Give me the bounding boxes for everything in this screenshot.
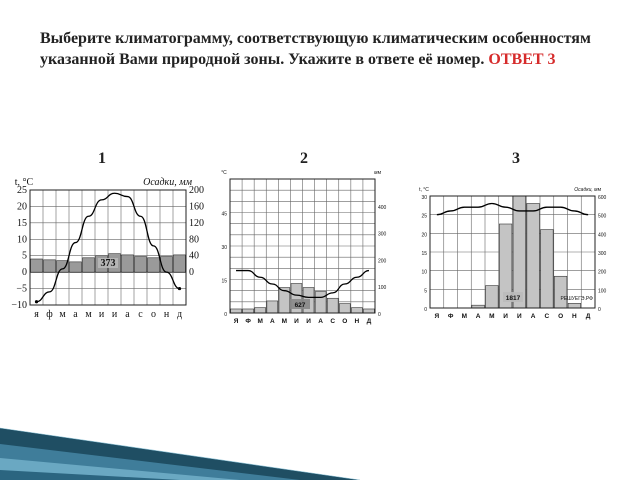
temp-tick-label: 10 xyxy=(421,269,427,276)
month-label: Я xyxy=(233,318,239,325)
precip-bar-О xyxy=(554,276,567,308)
precip-tick-label: 400 xyxy=(598,232,607,239)
temp-axis-label: t, °С xyxy=(419,187,429,193)
precip-bar-Н xyxy=(351,308,362,313)
month-label: М xyxy=(257,318,263,325)
temp-tick-label: 15 xyxy=(221,278,227,285)
question-body: Выберите климатограмму, соответствующую климатическим особенностям указанной Вами природной зоны. Укажите в ответе её номер. xyxy=(40,30,591,68)
precip-bar-с xyxy=(135,257,147,273)
month-label: И xyxy=(517,313,522,320)
month-label: М xyxy=(461,313,468,320)
temp-tick-label: 5 xyxy=(424,288,427,295)
chart-2-number: 2 xyxy=(300,150,308,167)
temp-tick-label: 20 xyxy=(17,201,27,213)
month-label: м xyxy=(59,309,66,320)
precip-tick-label: 600 xyxy=(598,195,607,201)
precip-bar-ф xyxy=(44,260,56,272)
month-label: а xyxy=(73,309,78,320)
precip-tick-label: 80 xyxy=(189,234,199,246)
precip-tick-label: 160 xyxy=(189,201,204,213)
month-label: А xyxy=(475,313,481,320)
month-label: о xyxy=(151,309,156,320)
precip-tick-label: 500 xyxy=(598,213,607,220)
precip-bar-Н xyxy=(568,303,581,308)
precip-bar-С xyxy=(541,230,554,308)
temp-tick-label: 0 xyxy=(22,267,27,279)
temp-tick-label: 20 xyxy=(421,232,427,239)
precip-tick-label: 0 xyxy=(598,307,601,313)
precip-bar-Ф xyxy=(243,309,254,313)
temp-tick-label: 15 xyxy=(421,251,427,257)
precip-bar-А xyxy=(527,203,540,308)
precip-bar-М xyxy=(486,286,499,308)
temp-tick-label: 10 xyxy=(17,234,27,246)
precip-bar-н xyxy=(161,257,173,273)
month-label: Д xyxy=(585,313,591,320)
month-label: д xyxy=(176,309,183,320)
precip-bar-о xyxy=(148,258,160,272)
precip-tick-label: 0 xyxy=(378,312,381,318)
temp-tick-label: 15 xyxy=(17,217,27,229)
precip-axis-label: Осадки, мм xyxy=(574,187,601,193)
precip-tick-label: 0 xyxy=(189,267,194,279)
precip-bar-С xyxy=(327,298,338,313)
watermark-text: РЕШУЕГЭ.РФ xyxy=(560,296,593,302)
temp-tick-label: 30 xyxy=(421,195,427,201)
total-precip-label: 627 xyxy=(294,302,306,309)
month-label: Ф xyxy=(245,318,251,325)
month-label: ф xyxy=(46,309,53,320)
climatogram-1 xyxy=(0,160,210,330)
precip-bar-И xyxy=(513,196,526,308)
month-label: м xyxy=(85,309,92,320)
month-label: и xyxy=(111,309,118,320)
month-label: М xyxy=(281,318,288,325)
precip-tick-label: 200 xyxy=(378,258,387,265)
precip-bar-Я xyxy=(231,309,242,313)
temp-tick-label: 0 xyxy=(224,312,227,318)
temp-tick-label: −5 xyxy=(16,283,27,295)
month-label: И xyxy=(294,318,299,325)
slide-decoration xyxy=(0,400,640,480)
month-label: и xyxy=(98,309,105,320)
climatogram-2 xyxy=(210,165,410,330)
temp-axis-label: °С xyxy=(221,170,227,176)
temperature-point xyxy=(178,287,181,290)
question-text xyxy=(40,28,620,70)
precip-tick-label: 200 xyxy=(189,185,204,196)
precip-bar-А xyxy=(267,301,278,313)
month-label: И xyxy=(306,318,311,325)
total-precip-label: 1817 xyxy=(505,295,521,302)
month-label: Н xyxy=(572,313,577,320)
precip-tick-label: 100 xyxy=(378,285,387,292)
temp-axis-label: t, °С xyxy=(14,177,34,188)
month-label: С xyxy=(330,318,336,325)
month-label: Ф xyxy=(447,313,454,320)
climatogram-3 xyxy=(405,170,640,330)
month-label: А xyxy=(269,318,275,325)
precip-tick-label: 120 xyxy=(189,217,204,229)
precip-bar-А xyxy=(315,292,326,313)
temp-tick-label: 0 xyxy=(424,307,427,313)
chart-3-number: 3 xyxy=(512,150,520,167)
precip-bar-м xyxy=(83,258,95,272)
temp-tick-label: −10 xyxy=(11,300,27,311)
precip-axis-label: мм xyxy=(374,170,381,176)
precip-tick-label: 40 xyxy=(189,250,199,262)
precip-bar-а xyxy=(70,262,82,272)
precip-tick-label: 300 xyxy=(378,231,387,238)
precip-axis-label: Осадки, мм xyxy=(143,177,192,188)
month-label: О xyxy=(342,318,348,325)
month-label: А xyxy=(530,313,536,320)
answer-text: ОТВЕТ 3 xyxy=(488,51,556,68)
month-label: А xyxy=(318,318,323,325)
chart-1-number: 1 xyxy=(98,150,106,167)
month-label: я xyxy=(34,309,39,320)
precip-tick-label: 400 xyxy=(378,204,387,211)
temp-tick-label: 45 xyxy=(221,211,227,218)
month-label: Н xyxy=(354,318,360,325)
month-label: О xyxy=(558,313,564,320)
month-label: а xyxy=(125,309,130,320)
precip-bar-Д xyxy=(364,309,375,313)
month-label: н xyxy=(163,309,170,320)
temperature-point xyxy=(35,300,38,303)
precip-bar-О xyxy=(339,304,350,313)
precip-tick-label: 200 xyxy=(598,269,607,276)
temp-tick-label: 25 xyxy=(17,185,27,196)
precip-bar-д xyxy=(174,255,186,272)
temp-tick-label: 5 xyxy=(22,250,27,262)
precip-tick-label: 100 xyxy=(598,288,607,295)
month-label: М xyxy=(489,313,495,320)
month-label: Я xyxy=(434,313,440,320)
temp-tick-label: 25 xyxy=(421,213,427,220)
precip-bar-М xyxy=(255,308,266,313)
month-label: И xyxy=(503,313,508,320)
precip-tick-label: 300 xyxy=(598,251,607,257)
total-precip-label: 373 xyxy=(100,258,116,269)
temp-tick-label: 30 xyxy=(221,245,227,251)
month-label: Д xyxy=(366,318,372,325)
precip-bar-а xyxy=(122,255,134,272)
month-label: с xyxy=(138,309,143,320)
precip-bar-я xyxy=(31,259,43,272)
month-label: С xyxy=(544,313,550,320)
